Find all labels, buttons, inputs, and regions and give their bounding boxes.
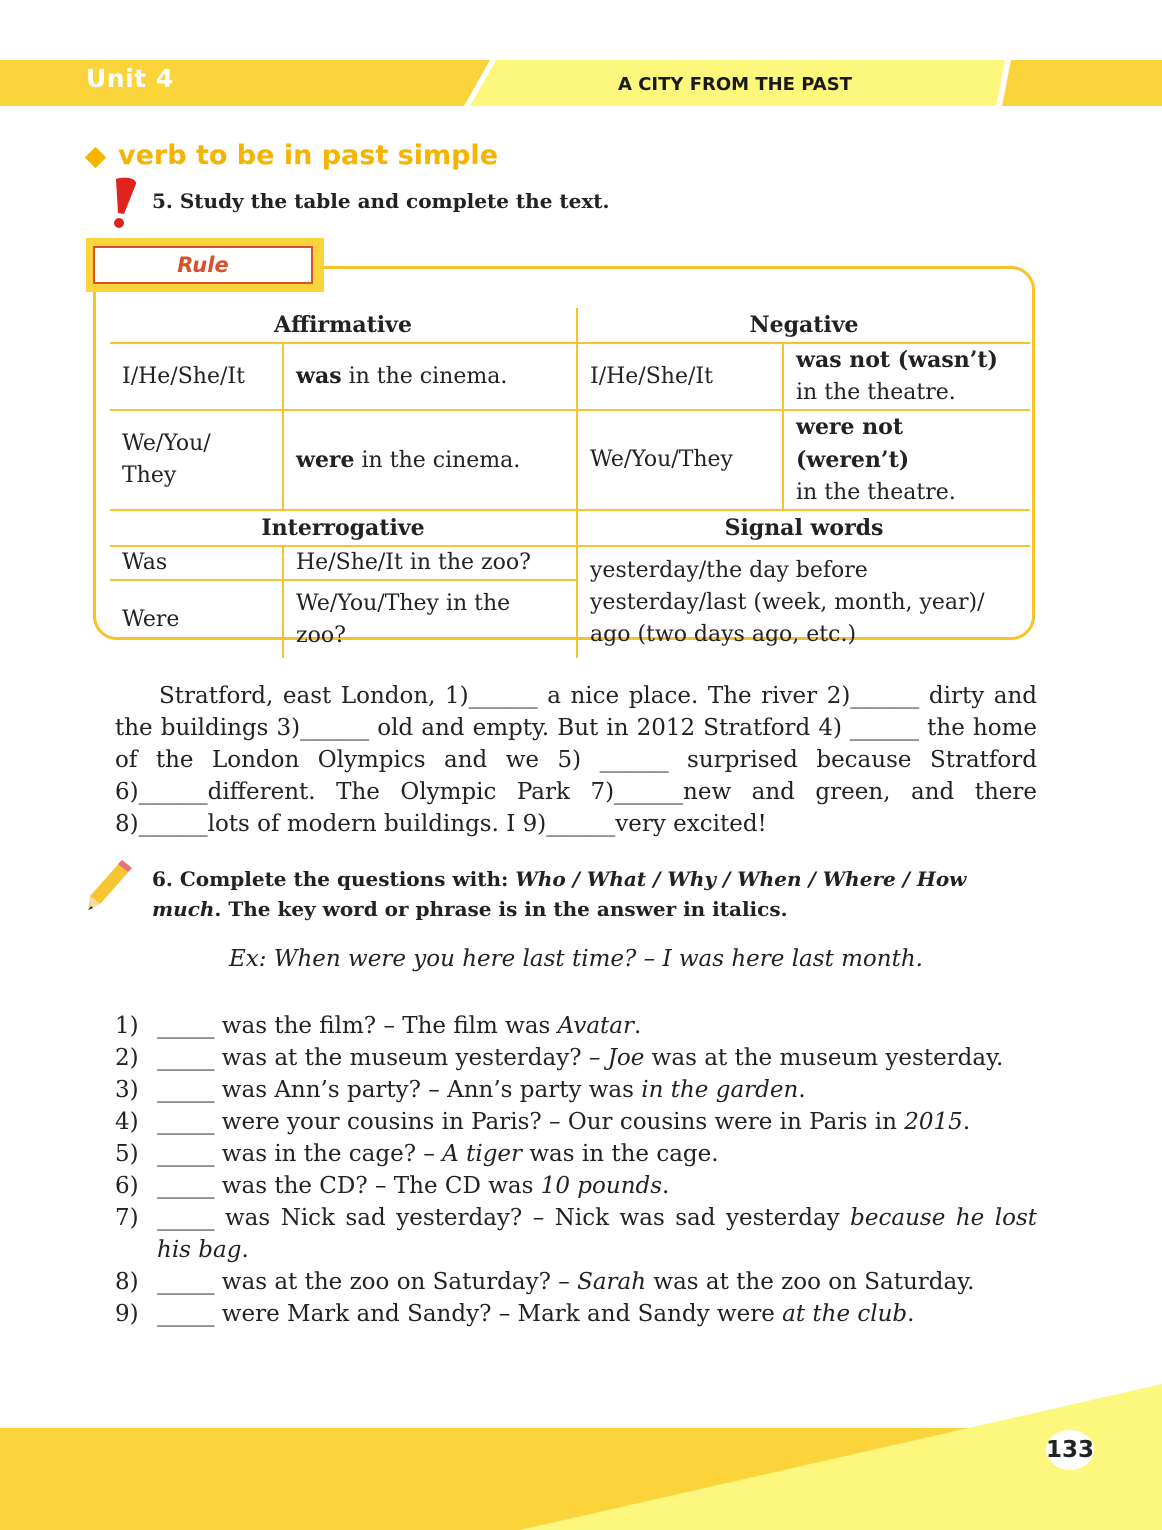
int-rest: He/She/It in the zoo? <box>283 546 577 580</box>
pencil-icon <box>86 856 136 912</box>
int-verb: Were <box>110 580 283 658</box>
list-item: 7) _____ was Nick sad yesterday? – Nick was sad yesterday because he lost his bag. <box>115 1205 1037 1263</box>
list-item: 8) _____ was at the zoo on Saturday? – Sarah was at the zoo on Saturday. <box>115 1269 975 1295</box>
neg-subject: I/He/She/It <box>577 343 783 410</box>
list-item: 6) _____ was the CD? – The CD was 10 pounds. <box>115 1173 670 1199</box>
chapter-title: A CITY FROM THE PAST <box>618 74 852 95</box>
page-number: 133 <box>1046 1430 1094 1470</box>
header-negative: Negative <box>577 308 1030 343</box>
aff-subject: We/You/ They <box>110 410 283 510</box>
list-item: 1) _____ was the film? – The film was Avatar. <box>115 1013 642 1039</box>
header-interrogative: Interrogative <box>110 510 577 546</box>
list-item: 5) _____ was in the cage? – A tiger was in the cage. <box>115 1141 719 1167</box>
gap-fill-paragraph: Stratford, east London, 1)______ a nice place. The river 2)______ dirty and the buildings 3)______ old and empty. But in 2012 Stratford 4) ______ the home of the London Olympics and we 5) ______ surprised because Stratford 6)______different. The Olympic Park 7)______new and green, and there 8)______lots of modern buildings. I 9)______very excited! <box>115 683 1037 837</box>
exclamation-icon <box>102 176 142 232</box>
example-sentence: Ex: When were you here last time? – I was here last month. <box>229 946 923 972</box>
rule-tab: Rule <box>93 246 313 284</box>
aff-subject: I/He/She/It <box>110 343 283 410</box>
neg-subject: We/You/They <box>577 410 783 510</box>
header-signal-words: Signal words <box>577 510 1030 546</box>
grammar-table <box>110 308 1030 658</box>
section-title: verb to be in past simple <box>118 140 499 171</box>
header-affirmative: Affirmative <box>110 308 577 343</box>
question-list <box>115 1010 1037 1330</box>
aff-sentence: was in the cinema. <box>283 343 577 410</box>
neg-sentence: were not (weren’t) in the theatre. <box>783 410 1030 510</box>
list-item: 2) _____ was at the museum yesterday? – Joe was at the museum yesterday. <box>115 1045 1004 1071</box>
signal-words: yesterday/the day before yesterday/last (week, month, year)/ ago (two days ago, etc.) <box>590 557 985 647</box>
int-rest: We/You/They in the zoo? <box>283 580 577 658</box>
footer-band <box>0 1380 1162 1530</box>
list-item: 4) _____ were your cousins in Paris? – Our cousins were in Paris in 2015. <box>115 1109 971 1135</box>
int-verb: Was <box>110 546 283 580</box>
diamond-bullet-icon <box>85 147 106 168</box>
unit-label: Unit 4 <box>86 64 174 93</box>
neg-sentence: was not (wasn’t) in the theatre. <box>783 343 1030 410</box>
list-item: 9) _____ were Mark and Sandy? – Mark and Sandy were at the club. <box>115 1301 915 1327</box>
list-item: 3) _____ was Ann’s party? – Ann’s party was in the garden. <box>115 1077 806 1103</box>
task-5-instruction: 5. Study the table and complete the text. <box>152 189 610 213</box>
task-6-instruction: 6. Complete the questions with: Who / What / Why / When / Where / How much. The key word or phrase is in the answer in italics. <box>152 867 967 921</box>
aff-sentence: were in the cinema. <box>283 410 577 510</box>
